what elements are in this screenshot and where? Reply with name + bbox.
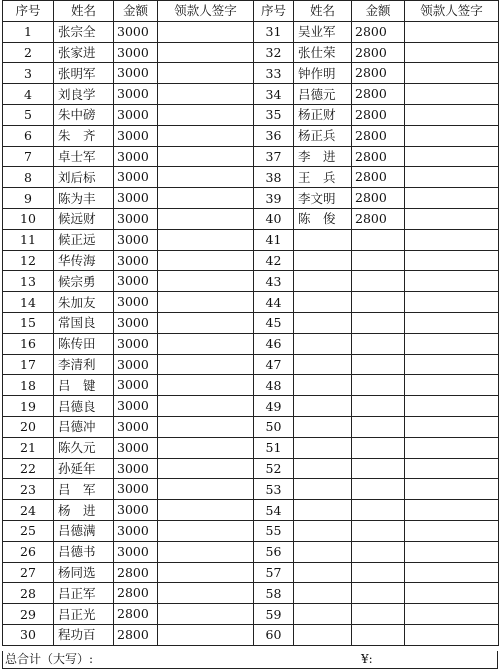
name-cell-left: 朱中磅 xyxy=(54,104,114,125)
name-cell-left: 候正远 xyxy=(54,229,114,250)
serial-cell-right: 48 xyxy=(254,375,294,396)
amount-cell-right xyxy=(352,562,405,583)
signature-cell-left[interactable] xyxy=(158,541,254,562)
serial-cell-right: 57 xyxy=(254,562,294,583)
amount-cell-right: 2800 xyxy=(352,84,405,105)
yen-label: ¥: xyxy=(361,652,373,666)
serial-cell-right: 55 xyxy=(254,520,294,541)
serial-cell-left: 30 xyxy=(3,624,54,645)
name-cell-left: 杨 进 xyxy=(54,500,114,521)
table-row xyxy=(3,312,499,333)
name-cell-left: 张家进 xyxy=(54,42,114,63)
amount-cell-left: 3000 xyxy=(114,520,158,541)
name-cell-right xyxy=(294,604,352,625)
serial-cell-right: 35 xyxy=(254,104,294,125)
name-cell-right: 李 进 xyxy=(294,146,352,167)
amount-cell-left: 3000 xyxy=(114,375,158,396)
signature-cell-left[interactable] xyxy=(158,292,254,313)
name-cell-left: 李清利 xyxy=(54,354,114,375)
table-row xyxy=(3,479,499,500)
serial-cell-left: 16 xyxy=(3,333,54,354)
table-row xyxy=(3,437,499,458)
name-cell-left: 吕德冲 xyxy=(54,416,114,437)
amount-cell-right xyxy=(352,292,405,313)
amount-cell-right: 2800 xyxy=(352,104,405,125)
serial-cell-left: 1 xyxy=(3,21,54,42)
name-cell-right xyxy=(294,583,352,604)
amount-cell-left: 2800 xyxy=(114,562,158,583)
signature-cell-left[interactable] xyxy=(158,250,254,271)
name-cell-right xyxy=(294,479,352,500)
serial-cell-right: 52 xyxy=(254,458,294,479)
table-row xyxy=(3,104,499,125)
signature-cell-left[interactable] xyxy=(158,167,254,188)
name-cell-left: 吕正军 xyxy=(54,583,114,604)
amount-cell-left: 3000 xyxy=(114,125,158,146)
serial-cell-right: 59 xyxy=(254,604,294,625)
name-cell-right: 张仕荣 xyxy=(294,42,352,63)
serial-cell-left: 9 xyxy=(3,188,54,209)
amount-cell-right: 2800 xyxy=(352,42,405,63)
amount-cell-left: 2800 xyxy=(114,604,158,625)
amount-cell-left: 3000 xyxy=(114,250,158,271)
signature-cell-left[interactable] xyxy=(158,312,254,333)
signature-cell-right[interactable] xyxy=(405,541,499,562)
amount-cell-right xyxy=(352,479,405,500)
serial-cell-right: 42 xyxy=(254,250,294,271)
amount-cell-left: 3000 xyxy=(114,104,158,125)
signature-cell-left[interactable] xyxy=(158,63,254,84)
name-cell-right: 吕德元 xyxy=(294,84,352,105)
name-cell-right xyxy=(294,292,352,313)
name-cell-right xyxy=(294,375,352,396)
name-cell-right xyxy=(294,354,352,375)
signature-cell-left[interactable] xyxy=(158,396,254,417)
name-cell-left: 华传海 xyxy=(54,250,114,271)
header-amount-right: 金额 xyxy=(352,1,405,22)
table-row xyxy=(3,416,499,437)
table-row xyxy=(3,583,499,604)
amount-cell-left: 3000 xyxy=(114,229,158,250)
amount-cell-left: 2800 xyxy=(114,624,158,645)
name-cell-left: 吕 军 xyxy=(54,479,114,500)
serial-cell-right: 50 xyxy=(254,416,294,437)
amount-cell-right xyxy=(352,500,405,521)
amount-cell-right: 2800 xyxy=(352,63,405,84)
name-cell-left: 程功百 xyxy=(54,624,114,645)
serial-cell-right: 46 xyxy=(254,333,294,354)
serial-cell-left: 5 xyxy=(3,104,54,125)
signature-cell-right[interactable] xyxy=(405,167,499,188)
header-amount-left: 金额 xyxy=(114,1,158,22)
name-cell-left: 吕正光 xyxy=(54,604,114,625)
name-cell-left: 朱加友 xyxy=(54,292,114,313)
name-cell-left: 张宗全 xyxy=(54,21,114,42)
table-row xyxy=(3,167,499,188)
name-cell-right xyxy=(294,624,352,645)
serial-cell-left: 25 xyxy=(3,520,54,541)
name-cell-left: 卓士军 xyxy=(54,146,114,167)
signature-cell-right[interactable] xyxy=(405,125,499,146)
table-row xyxy=(3,520,499,541)
table-row xyxy=(3,562,499,583)
serial-cell-right: 31 xyxy=(254,21,294,42)
signature-cell-left[interactable] xyxy=(158,520,254,541)
amount-cell-left: 2800 xyxy=(114,583,158,604)
amount-cell-left: 3000 xyxy=(114,541,158,562)
serial-cell-left: 28 xyxy=(3,583,54,604)
amount-cell-left: 3000 xyxy=(114,84,158,105)
amount-cell-right xyxy=(352,458,405,479)
amount-cell-left: 3000 xyxy=(114,354,158,375)
signature-cell-left[interactable] xyxy=(158,146,254,167)
signature-cell-left[interactable] xyxy=(158,271,254,292)
serial-cell-left: 27 xyxy=(3,562,54,583)
amount-cell-right xyxy=(352,520,405,541)
amount-cell-left: 3000 xyxy=(114,479,158,500)
table-row xyxy=(3,333,499,354)
amount-cell-left: 3000 xyxy=(114,21,158,42)
serial-cell-left: 3 xyxy=(3,63,54,84)
signature-cell-left[interactable] xyxy=(158,624,254,645)
serial-cell-left: 17 xyxy=(3,354,54,375)
amount-cell-right xyxy=(352,604,405,625)
name-cell-left: 候宗勇 xyxy=(54,271,114,292)
serial-cell-right: 39 xyxy=(254,188,294,209)
serial-cell-left: 10 xyxy=(3,208,54,229)
serial-cell-left: 13 xyxy=(3,271,54,292)
name-cell-left: 常国良 xyxy=(54,312,114,333)
name-cell-right xyxy=(294,333,352,354)
name-cell-right: 吴业军 xyxy=(294,21,352,42)
name-cell-left: 刘后标 xyxy=(54,167,114,188)
signature-cell-left[interactable] xyxy=(158,208,254,229)
amount-cell-left: 3000 xyxy=(114,458,158,479)
name-cell-right xyxy=(294,396,352,417)
serial-cell-left: 8 xyxy=(3,167,54,188)
serial-cell-left: 14 xyxy=(3,292,54,313)
name-cell-left: 吕德良 xyxy=(54,396,114,417)
amount-cell-right xyxy=(352,624,405,645)
amount-cell-left: 3000 xyxy=(114,416,158,437)
signature-cell-left[interactable] xyxy=(158,416,254,437)
serial-cell-right: 32 xyxy=(254,42,294,63)
serial-cell-right: 38 xyxy=(254,167,294,188)
serial-cell-right: 40 xyxy=(254,208,294,229)
name-cell-right: 杨正兵 xyxy=(294,125,352,146)
serial-cell-right: 51 xyxy=(254,437,294,458)
name-cell-left: 吕德满 xyxy=(54,520,114,541)
signature-cell-left[interactable] xyxy=(158,500,254,521)
table-row xyxy=(3,458,499,479)
name-cell-left: 候远财 xyxy=(54,208,114,229)
name-cell-right: 王 兵 xyxy=(294,167,352,188)
name-cell-left: 陈久元 xyxy=(54,437,114,458)
serial-cell-left: 6 xyxy=(3,125,54,146)
amount-cell-right xyxy=(352,271,405,292)
name-cell-left: 杨同选 xyxy=(54,562,114,583)
name-cell-right xyxy=(294,271,352,292)
amount-cell-left: 3000 xyxy=(114,292,158,313)
serial-cell-left: 4 xyxy=(3,84,54,105)
serial-cell-left: 24 xyxy=(3,500,54,521)
signature-cell-right[interactable] xyxy=(405,624,499,645)
name-cell-left: 吕德书 xyxy=(54,541,114,562)
name-cell-right: 钟作明 xyxy=(294,63,352,84)
serial-cell-right: 56 xyxy=(254,541,294,562)
table-row xyxy=(3,125,499,146)
serial-cell-right: 54 xyxy=(254,500,294,521)
serial-cell-right: 41 xyxy=(254,229,294,250)
amount-cell-right: 2800 xyxy=(352,188,405,209)
total-label: 总合计（大写）: xyxy=(5,652,94,666)
amount-cell-right xyxy=(352,229,405,250)
amount-cell-right xyxy=(352,250,405,271)
name-cell-right: 杨正财 xyxy=(294,104,352,125)
table-row xyxy=(3,375,499,396)
table-row xyxy=(3,500,499,521)
signature-cell-right[interactable] xyxy=(405,21,499,42)
serial-cell-left: 19 xyxy=(3,396,54,417)
serial-cell-right: 37 xyxy=(254,146,294,167)
signature-cell-left[interactable] xyxy=(158,188,254,209)
signature-cell-right[interactable] xyxy=(405,479,499,500)
amount-cell-left: 3000 xyxy=(114,271,158,292)
signature-cell-left[interactable] xyxy=(158,375,254,396)
table-row xyxy=(3,354,499,375)
signature-cell-right[interactable] xyxy=(405,416,499,437)
table-row xyxy=(3,63,499,84)
header-name-right: 姓名 xyxy=(294,1,352,22)
serial-cell-right: 47 xyxy=(254,354,294,375)
signature-cell-left[interactable] xyxy=(158,21,254,42)
header-signature-left: 领款人签字 xyxy=(158,1,254,22)
header-serial-left: 序号 xyxy=(3,1,54,22)
signature-cell-right[interactable] xyxy=(405,292,499,313)
signature-cell-left[interactable] xyxy=(158,354,254,375)
serial-cell-right: 45 xyxy=(254,312,294,333)
serial-cell-right: 58 xyxy=(254,583,294,604)
amount-cell-left: 3000 xyxy=(114,188,158,209)
signature-cell-left[interactable] xyxy=(158,604,254,625)
signature-cell-left[interactable] xyxy=(158,229,254,250)
table-row xyxy=(3,624,499,645)
amount-cell-right xyxy=(352,583,405,604)
header-name-left: 姓名 xyxy=(54,1,114,22)
serial-cell-right: 44 xyxy=(254,292,294,313)
signature-cell-left[interactable] xyxy=(158,42,254,63)
amount-cell-right xyxy=(352,541,405,562)
signature-cell-right[interactable] xyxy=(405,229,499,250)
amount-cell-left: 3000 xyxy=(114,167,158,188)
name-cell-right: 陈 俊 xyxy=(294,208,352,229)
signature-cell-right[interactable] xyxy=(405,500,499,521)
signature-cell-right[interactable] xyxy=(405,520,499,541)
serial-cell-right: 36 xyxy=(254,125,294,146)
amount-cell-right xyxy=(352,416,405,437)
amount-cell-left: 3000 xyxy=(114,63,158,84)
amount-cell-right xyxy=(352,437,405,458)
serial-cell-right: 43 xyxy=(254,271,294,292)
amount-cell-left: 3000 xyxy=(114,396,158,417)
signature-cell-left[interactable] xyxy=(158,333,254,354)
amount-cell-left: 3000 xyxy=(114,146,158,167)
name-cell-right xyxy=(294,520,352,541)
amount-cell-right: 2800 xyxy=(352,208,405,229)
name-cell-right xyxy=(294,250,352,271)
name-cell-right: 李文明 xyxy=(294,188,352,209)
signature-cell-right[interactable] xyxy=(405,604,499,625)
amount-cell-left: 3000 xyxy=(114,500,158,521)
serial-cell-left: 7 xyxy=(3,146,54,167)
amount-cell-left: 3000 xyxy=(114,42,158,63)
signature-cell-left[interactable] xyxy=(158,562,254,583)
amount-cell-left: 3000 xyxy=(114,312,158,333)
serial-cell-right: 53 xyxy=(254,479,294,500)
header-serial-right: 序号 xyxy=(254,1,294,22)
serial-cell-left: 21 xyxy=(3,437,54,458)
table-row xyxy=(3,146,499,167)
serial-cell-right: 33 xyxy=(254,63,294,84)
signature-cell-left[interactable] xyxy=(158,84,254,105)
table-row xyxy=(3,84,499,105)
signature-cell-left[interactable] xyxy=(158,125,254,146)
signature-cell-right[interactable] xyxy=(405,104,499,125)
name-cell-left: 朱 齐 xyxy=(54,125,114,146)
signature-cell-right[interactable] xyxy=(405,271,499,292)
signature-cell-right[interactable] xyxy=(405,333,499,354)
serial-cell-left: 23 xyxy=(3,479,54,500)
serial-cell-left: 11 xyxy=(3,229,54,250)
name-cell-right xyxy=(294,416,352,437)
signature-cell-left[interactable] xyxy=(158,479,254,500)
name-cell-left: 陈为丰 xyxy=(54,188,114,209)
name-cell-right xyxy=(294,437,352,458)
amount-cell-right: 2800 xyxy=(352,167,405,188)
amount-cell-right xyxy=(352,396,405,417)
serial-cell-left: 12 xyxy=(3,250,54,271)
signature-cell-right[interactable] xyxy=(405,562,499,583)
signature-cell-left[interactable] xyxy=(158,437,254,458)
serial-cell-left: 29 xyxy=(3,604,54,625)
amount-cell-right xyxy=(352,354,405,375)
amount-cell-right: 2800 xyxy=(352,146,405,167)
serial-cell-left: 15 xyxy=(3,312,54,333)
signature-cell-right[interactable] xyxy=(405,583,499,604)
signature-cell-right[interactable] xyxy=(405,208,499,229)
signature-cell-right[interactable] xyxy=(405,146,499,167)
total-footer xyxy=(2,651,498,669)
table-row xyxy=(3,604,499,625)
serial-cell-left: 22 xyxy=(3,458,54,479)
signature-cell-right[interactable] xyxy=(405,312,499,333)
amount-cell-left: 3000 xyxy=(114,437,158,458)
signature-cell-right[interactable] xyxy=(405,63,499,84)
name-cell-right xyxy=(294,541,352,562)
amount-cell-left: 3000 xyxy=(114,333,158,354)
name-cell-right xyxy=(294,312,352,333)
amount-cell-right xyxy=(352,333,405,354)
signature-cell-right[interactable] xyxy=(405,42,499,63)
signature-cell-right[interactable] xyxy=(405,250,499,271)
signature-cell-right[interactable] xyxy=(405,396,499,417)
serial-cell-left: 2 xyxy=(3,42,54,63)
signature-cell-left[interactable] xyxy=(158,458,254,479)
table-row xyxy=(3,271,499,292)
amount-cell-left: 3000 xyxy=(114,208,158,229)
serial-cell-left: 18 xyxy=(3,375,54,396)
table-row xyxy=(3,292,499,313)
name-cell-right xyxy=(294,458,352,479)
table-row xyxy=(3,208,499,229)
name-cell-right xyxy=(294,229,352,250)
serial-cell-left: 26 xyxy=(3,541,54,562)
serial-cell-right: 49 xyxy=(254,396,294,417)
table-row xyxy=(3,396,499,417)
table-row xyxy=(3,188,499,209)
payment-table xyxy=(2,0,499,646)
signature-cell-right[interactable] xyxy=(405,188,499,209)
amount-cell-right: 2800 xyxy=(352,125,405,146)
amount-cell-right xyxy=(352,375,405,396)
table-row xyxy=(3,541,499,562)
signature-cell-right[interactable] xyxy=(405,375,499,396)
amount-cell-right: 2800 xyxy=(352,21,405,42)
name-cell-right xyxy=(294,500,352,521)
signature-cell-right[interactable] xyxy=(405,84,499,105)
name-cell-left: 吕 键 xyxy=(54,375,114,396)
name-cell-left: 刘良学 xyxy=(54,84,114,105)
signature-cell-left[interactable] xyxy=(158,583,254,604)
signature-cell-right[interactable] xyxy=(405,354,499,375)
name-cell-left: 孙延年 xyxy=(54,458,114,479)
signature-cell-right[interactable] xyxy=(405,458,499,479)
table-row xyxy=(3,229,499,250)
amount-cell-right xyxy=(352,312,405,333)
header-signature-right: 领款人签字 xyxy=(405,1,499,22)
name-cell-left: 张明军 xyxy=(54,63,114,84)
signature-cell-right[interactable] xyxy=(405,437,499,458)
serial-cell-right: 60 xyxy=(254,624,294,645)
header-row xyxy=(3,1,499,22)
signature-cell-left[interactable] xyxy=(158,104,254,125)
table-row xyxy=(3,250,499,271)
serial-cell-left: 20 xyxy=(3,416,54,437)
table-row xyxy=(3,42,499,63)
name-cell-right xyxy=(294,562,352,583)
name-cell-left: 陈传田 xyxy=(54,333,114,354)
serial-cell-right: 34 xyxy=(254,84,294,105)
table-row xyxy=(3,21,499,42)
